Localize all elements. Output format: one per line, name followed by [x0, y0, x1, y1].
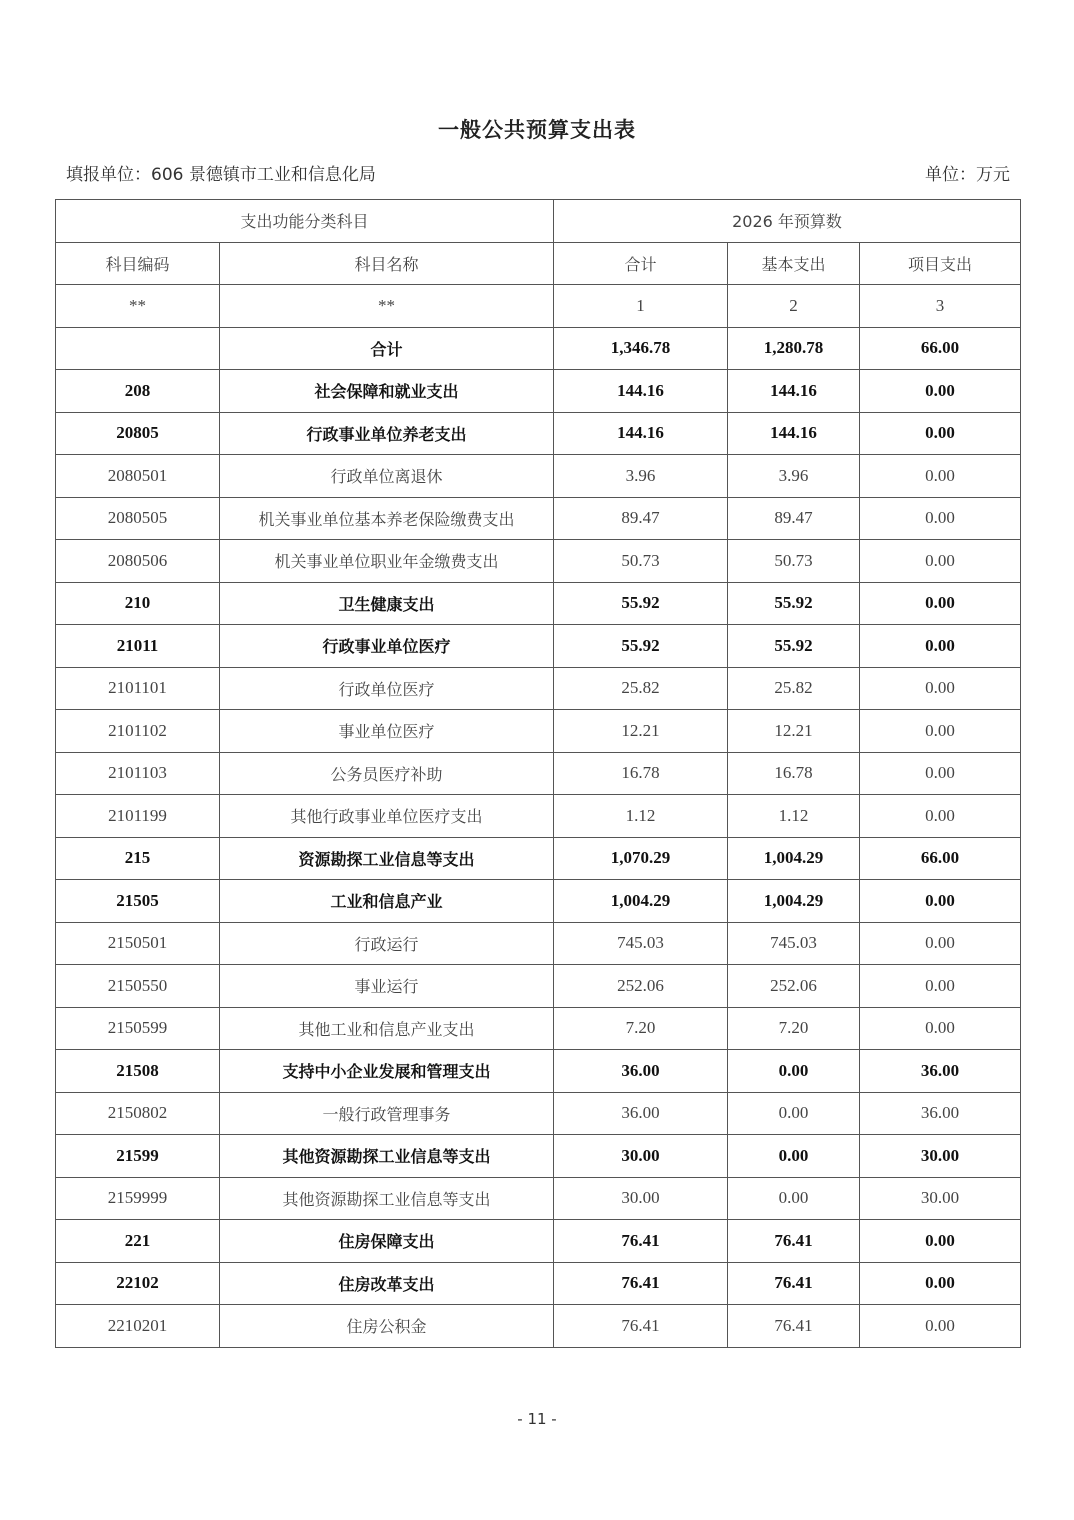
cell-project: 66.00 — [860, 327, 1021, 370]
cell-basic: 144.16 — [728, 370, 860, 413]
cell-total: 89.47 — [554, 497, 728, 540]
table-row — [56, 455, 1021, 498]
cell-name: 一般行政管理事务 — [220, 1092, 554, 1135]
table-row — [56, 1007, 1021, 1050]
table-row — [56, 1305, 1021, 1348]
cell-code: 2101101 — [56, 667, 220, 710]
cell-project: 30.00 — [860, 1135, 1021, 1178]
cell-project: 0.00 — [860, 710, 1021, 753]
cell-basic: 1,004.29 — [728, 880, 860, 923]
cell-name: 行政单位离退休 — [220, 455, 554, 498]
cell-project: 0.00 — [860, 625, 1021, 668]
cell-project: 0.00 — [860, 880, 1021, 923]
index-code: ** — [56, 285, 220, 328]
cell-total: 3.96 — [554, 455, 728, 498]
cell-project: 0.00 — [860, 752, 1021, 795]
cell-code: 208 — [56, 370, 220, 413]
cell-total: 1.12 — [554, 795, 728, 838]
cell-project: 0.00 — [860, 667, 1021, 710]
cell-total: 144.16 — [554, 412, 728, 455]
cell-name: 工业和信息产业 — [220, 880, 554, 923]
page-number: - 11 - — [517, 1410, 557, 1428]
cell-code: 21011 — [56, 625, 220, 668]
table-row — [56, 1092, 1021, 1135]
table-row — [56, 965, 1021, 1008]
cell-total: 30.00 — [554, 1177, 728, 1220]
cell-basic: 50.73 — [728, 540, 860, 583]
cell-total: 55.92 — [554, 625, 728, 668]
cell-code: 2210201 — [56, 1305, 220, 1348]
cell-name: 资源勘探工业信息等支出 — [220, 837, 554, 880]
cell-name: 行政单位医疗 — [220, 667, 554, 710]
cell-project: 0.00 — [860, 1262, 1021, 1305]
cell-project: 0.00 — [860, 455, 1021, 498]
cell-basic: 0.00 — [728, 1050, 860, 1093]
filing-unit-label: 填报单位：606 景德镇市工业和信息化局 — [66, 165, 376, 185]
budget-table-body — [56, 200, 1021, 1348]
cell-code: 21505 — [56, 880, 220, 923]
cell-basic: 0.00 — [728, 1177, 860, 1220]
budget-table — [55, 199, 1021, 1348]
index-2: 2 — [728, 285, 860, 328]
cell-code: 22102 — [56, 1262, 220, 1305]
cell-project: 36.00 — [860, 1050, 1021, 1093]
table-row — [56, 1177, 1021, 1220]
cell-name: 事业单位医疗 — [220, 710, 554, 753]
table-row — [56, 540, 1021, 583]
cell-code: 2150501 — [56, 922, 220, 965]
cell-basic: 252.06 — [728, 965, 860, 1008]
table-row — [56, 370, 1021, 413]
cell-basic: 7.20 — [728, 1007, 860, 1050]
cell-total: 50.73 — [554, 540, 728, 583]
cell-basic: 0.00 — [728, 1092, 860, 1135]
cell-name: 其他资源勘探工业信息等支出 — [220, 1135, 554, 1178]
cell-total: 16.78 — [554, 752, 728, 795]
table-row — [56, 880, 1021, 923]
cell-basic: 144.16 — [728, 412, 860, 455]
cell-code: 21599 — [56, 1135, 220, 1178]
cell-total: 7.20 — [554, 1007, 728, 1050]
cell-name: 其他行政事业单位医疗支出 — [220, 795, 554, 838]
table-row — [56, 752, 1021, 795]
cell-project: 0.00 — [860, 1305, 1021, 1348]
cell-basic: 25.82 — [728, 667, 860, 710]
cell-total: 36.00 — [554, 1092, 728, 1135]
cell-name: 事业运行 — [220, 965, 554, 1008]
cell-name: 其他资源勘探工业信息等支出 — [220, 1177, 554, 1220]
cell-code: 21508 — [56, 1050, 220, 1093]
cell-total: 25.82 — [554, 667, 728, 710]
cell-basic: 76.41 — [728, 1262, 860, 1305]
cell-total: 1,070.29 — [554, 837, 728, 880]
cell-code: 2159999 — [56, 1177, 220, 1220]
cell-total: 76.41 — [554, 1220, 728, 1263]
cell-project: 0.00 — [860, 795, 1021, 838]
cell-name: 住房改革支出 — [220, 1262, 554, 1305]
cell-basic: 55.92 — [728, 582, 860, 625]
header-index-row — [56, 285, 1021, 328]
cell-name: 行政运行 — [220, 922, 554, 965]
cell-total: 76.41 — [554, 1262, 728, 1305]
page-title: 一般公共预算支出表 — [438, 118, 636, 142]
table-row — [56, 1262, 1021, 1305]
cell-project: 0.00 — [860, 965, 1021, 1008]
table-row — [56, 1220, 1021, 1263]
cell-project: 66.00 — [860, 837, 1021, 880]
cell-project: 0.00 — [860, 1220, 1021, 1263]
cell-name: 其他工业和信息产业支出 — [220, 1007, 554, 1050]
currency-unit-label: 单位：万元 — [925, 165, 1010, 185]
table-row — [56, 327, 1021, 370]
cell-name: 合计 — [220, 327, 554, 370]
cell-code: 20805 — [56, 412, 220, 455]
header-total: 合计 — [554, 242, 728, 285]
table-row — [56, 922, 1021, 965]
cell-basic: 76.41 — [728, 1220, 860, 1263]
header-code: 科目编码 — [56, 242, 220, 285]
table-row — [56, 497, 1021, 540]
table-row — [56, 795, 1021, 838]
cell-total: 144.16 — [554, 370, 728, 413]
cell-basic: 76.41 — [728, 1305, 860, 1348]
cell-basic: 3.96 — [728, 455, 860, 498]
cell-total: 12.21 — [554, 710, 728, 753]
cell-code: 221 — [56, 1220, 220, 1263]
cell-name: 支持中小企业发展和管理支出 — [220, 1050, 554, 1093]
cell-project: 0.00 — [860, 1007, 1021, 1050]
index-name: ** — [220, 285, 554, 328]
cell-basic: 1,280.78 — [728, 327, 860, 370]
cell-basic: 16.78 — [728, 752, 860, 795]
cell-basic: 12.21 — [728, 710, 860, 753]
table-row — [56, 1050, 1021, 1093]
header-basic: 基本支出 — [728, 242, 860, 285]
cell-total: 745.03 — [554, 922, 728, 965]
index-1: 1 — [554, 285, 728, 328]
cell-code: 2150550 — [56, 965, 220, 1008]
cell-project: 36.00 — [860, 1092, 1021, 1135]
header-function-category: 支出功能分类科目 — [56, 200, 554, 243]
cell-basic: 55.92 — [728, 625, 860, 668]
cell-basic: 1,004.29 — [728, 837, 860, 880]
table-row — [56, 412, 1021, 455]
cell-total: 252.06 — [554, 965, 728, 1008]
cell-code: 2080506 — [56, 540, 220, 583]
cell-name: 行政事业单位养老支出 — [220, 412, 554, 455]
cell-total: 30.00 — [554, 1135, 728, 1178]
cell-project: 0.00 — [860, 540, 1021, 583]
cell-total: 1,346.78 — [554, 327, 728, 370]
cell-total: 76.41 — [554, 1305, 728, 1348]
header-column-row — [56, 242, 1021, 285]
table-row — [56, 1135, 1021, 1178]
cell-code: 2150599 — [56, 1007, 220, 1050]
index-3: 3 — [860, 285, 1021, 328]
cell-code: 2101199 — [56, 795, 220, 838]
cell-name: 住房公积金 — [220, 1305, 554, 1348]
cell-name: 住房保障支出 — [220, 1220, 554, 1263]
cell-code: 215 — [56, 837, 220, 880]
cell-basic: 0.00 — [728, 1135, 860, 1178]
header-name: 科目名称 — [220, 242, 554, 285]
cell-name: 公务员医疗补助 — [220, 752, 554, 795]
cell-code: 210 — [56, 582, 220, 625]
cell-name: 行政事业单位医疗 — [220, 625, 554, 668]
cell-basic: 1.12 — [728, 795, 860, 838]
table-row — [56, 625, 1021, 668]
cell-code: 2080505 — [56, 497, 220, 540]
header-budget-year: 2026 年预算数 — [554, 200, 1021, 243]
cell-project: 0.00 — [860, 582, 1021, 625]
cell-code: 2101102 — [56, 710, 220, 753]
cell-total: 36.00 — [554, 1050, 728, 1093]
cell-name: 机关事业单位职业年金缴费支出 — [220, 540, 554, 583]
cell-basic: 745.03 — [728, 922, 860, 965]
cell-code: 2150802 — [56, 1092, 220, 1135]
cell-project: 0.00 — [860, 497, 1021, 540]
cell-code: 2101103 — [56, 752, 220, 795]
table-row — [56, 667, 1021, 710]
cell-name: 社会保障和就业支出 — [220, 370, 554, 413]
table-row — [56, 710, 1021, 753]
report-meta — [66, 160, 1010, 188]
cell-project: 0.00 — [860, 370, 1021, 413]
table-row — [56, 582, 1021, 625]
cell-project: 0.00 — [860, 412, 1021, 455]
cell-total: 55.92 — [554, 582, 728, 625]
cell-basic: 89.47 — [728, 497, 860, 540]
cell-code — [56, 327, 220, 370]
header-group-row — [56, 200, 1021, 243]
table-row — [56, 837, 1021, 880]
cell-total: 1,004.29 — [554, 880, 728, 923]
cell-name: 机关事业单位基本养老保险缴费支出 — [220, 497, 554, 540]
header-project: 项目支出 — [860, 242, 1021, 285]
cell-name: 卫生健康支出 — [220, 582, 554, 625]
cell-project: 30.00 — [860, 1177, 1021, 1220]
cell-code: 2080501 — [56, 455, 220, 498]
cell-project: 0.00 — [860, 922, 1021, 965]
